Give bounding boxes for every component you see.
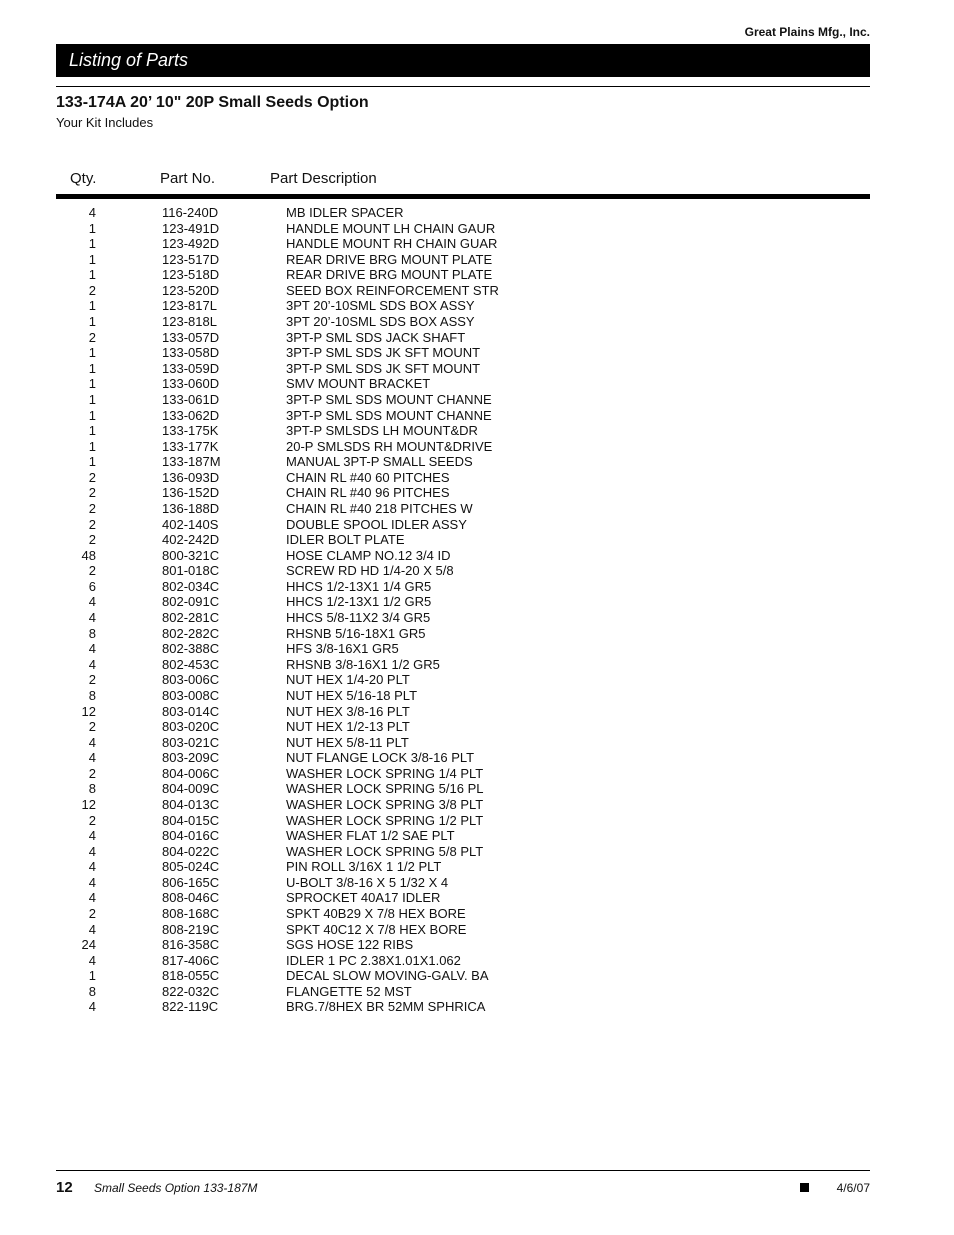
part-qty: 2 bbox=[88, 812, 96, 828]
part-number: 123-817L bbox=[162, 298, 217, 314]
table-row bbox=[56, 361, 870, 377]
part-description: HOSE CLAMP NO.12 3/4 ID bbox=[286, 547, 451, 563]
table-row bbox=[56, 704, 870, 720]
part-qty: 1 bbox=[88, 438, 96, 454]
part-description: WASHER LOCK SPRING 1/2 PLT bbox=[286, 812, 484, 828]
part-number: 136-188D bbox=[162, 500, 220, 516]
table-row bbox=[56, 781, 870, 797]
part-number: 803-008C bbox=[162, 687, 220, 703]
part-description: SPKT 40C12 X 7/8 HEX BORE bbox=[286, 921, 467, 937]
part-qty: 4 bbox=[88, 843, 96, 859]
part-description: 3PT-P SML SDS JACK SHAFT bbox=[286, 329, 466, 345]
table-row bbox=[56, 719, 870, 735]
part-description: PIN ROLL 3/16X 1 1/2 PLT bbox=[286, 859, 442, 875]
table-row bbox=[56, 968, 870, 984]
part-description: NUT HEX 1/2-13 PLT bbox=[286, 719, 410, 735]
part-description: IDLER 1 PC 2.38X1.01X1.062 bbox=[286, 952, 461, 968]
part-qty: 2 bbox=[88, 469, 96, 485]
table-row bbox=[56, 283, 870, 299]
part-number: 133-177K bbox=[162, 438, 219, 454]
part-number: 402-242D bbox=[162, 532, 220, 548]
table-row bbox=[56, 205, 870, 221]
part-description: CHAIN RL #40 96 PITCHES bbox=[286, 485, 450, 501]
part-description: 3PT-P SML SDS JK SFT MOUNT bbox=[286, 360, 481, 376]
part-number: 802-034C bbox=[162, 578, 220, 594]
part-description: 3PT 20’-10SML SDS BOX ASSY bbox=[286, 298, 475, 314]
part-number: 804-022C bbox=[162, 843, 220, 859]
footer-date: 4/6/07 bbox=[836, 1181, 870, 1195]
kit-subtitle: Your Kit Includes bbox=[56, 115, 154, 130]
part-description: 20-P SMLSDS RH MOUNT&DRIVE bbox=[286, 438, 493, 454]
part-number: 808-219C bbox=[162, 921, 220, 937]
part-description: MB IDLER SPACER bbox=[286, 205, 404, 220]
part-number: 803-014C bbox=[162, 703, 220, 719]
part-description: SEED BOX REINFORCEMENT STR bbox=[286, 282, 499, 298]
part-number: 133-057D bbox=[162, 329, 220, 345]
part-qty: 1 bbox=[88, 391, 96, 407]
part-number: 123-818L bbox=[162, 314, 217, 330]
table-row bbox=[56, 594, 870, 610]
part-number: 133-058D bbox=[162, 345, 220, 361]
part-qty: 1 bbox=[88, 251, 96, 267]
part-qty: 4 bbox=[88, 952, 96, 968]
column-header-qty: Qty. bbox=[70, 170, 97, 187]
part-qty: 48 bbox=[81, 547, 96, 563]
table-row bbox=[56, 828, 870, 844]
part-number: 133-175K bbox=[162, 423, 219, 439]
part-description: REAR DRIVE BRG MOUNT PLATE bbox=[286, 267, 493, 283]
part-description: 3PT-P SML SDS JK SFT MOUNT bbox=[286, 345, 481, 361]
part-number: 802-281C bbox=[162, 610, 220, 626]
part-qty: 4 bbox=[88, 828, 96, 844]
part-number: 133-062D bbox=[162, 407, 220, 423]
part-qty: 1 bbox=[88, 220, 96, 236]
part-number: 133-060D bbox=[162, 376, 220, 392]
part-qty: 4 bbox=[88, 890, 96, 906]
part-description: IDLER BOLT PLATE bbox=[286, 532, 405, 548]
part-qty: 1 bbox=[88, 298, 96, 314]
part-number: 402-140S bbox=[162, 516, 219, 532]
part-description: REAR DRIVE BRG MOUNT PLATE bbox=[286, 251, 493, 267]
header-divider bbox=[56, 86, 870, 87]
part-number: 822-032C bbox=[162, 983, 220, 999]
part-description: WASHER LOCK SPRING 5/8 PLT bbox=[286, 843, 484, 859]
table-row bbox=[56, 657, 870, 673]
part-number: 133-059D bbox=[162, 360, 220, 376]
part-number: 803-209C bbox=[162, 750, 220, 766]
part-description: DOUBLE SPOOL IDLER ASSY bbox=[286, 516, 467, 532]
part-qty: 4 bbox=[88, 641, 96, 657]
table-row bbox=[56, 626, 870, 642]
part-qty: 4 bbox=[88, 734, 96, 750]
section-banner bbox=[56, 44, 870, 77]
part-number: 803-006C bbox=[162, 672, 220, 688]
part-qty: 4 bbox=[88, 610, 96, 626]
part-number: 801-018C bbox=[162, 563, 220, 579]
part-description: NUT FLANGE LOCK 3/8-16 PLT bbox=[286, 750, 475, 766]
part-description: 3PT-P SML SDS MOUNT CHANNE bbox=[286, 391, 492, 407]
part-number: 802-453C bbox=[162, 656, 220, 672]
part-description: DECAL SLOW MOVING-GALV. BA bbox=[286, 968, 489, 984]
table-row bbox=[56, 236, 870, 252]
part-qty: 2 bbox=[88, 672, 96, 688]
section-banner-title: Listing of Parts bbox=[69, 50, 189, 70]
part-qty: 4 bbox=[88, 656, 96, 672]
part-qty: 8 bbox=[88, 983, 96, 999]
part-number: 136-093D bbox=[162, 469, 220, 485]
table-row bbox=[56, 735, 870, 751]
table-row bbox=[56, 267, 870, 283]
table-row bbox=[56, 345, 870, 361]
part-qty: 12 bbox=[81, 796, 96, 812]
part-number: 800-321C bbox=[162, 547, 220, 563]
parts-table bbox=[56, 205, 870, 1015]
part-qty: 4 bbox=[88, 874, 96, 890]
part-qty: 24 bbox=[81, 937, 96, 953]
table-row bbox=[56, 859, 870, 875]
part-qty: 1 bbox=[88, 968, 96, 984]
part-number: 804-016C bbox=[162, 828, 220, 844]
part-qty: 4 bbox=[88, 594, 96, 610]
part-qty: 2 bbox=[88, 532, 96, 548]
part-description: WASHER LOCK SPRING 1/4 PLT bbox=[286, 765, 484, 781]
table-row bbox=[56, 906, 870, 922]
part-number: 804-009C bbox=[162, 781, 220, 797]
table-row bbox=[56, 672, 870, 688]
part-qty: 1 bbox=[88, 454, 96, 470]
part-qty: 2 bbox=[88, 765, 96, 781]
part-description: SCREW RD HD 1/4-20 X 5/8 bbox=[286, 563, 454, 579]
part-description: SGS HOSE 122 RIBS bbox=[286, 937, 414, 953]
table-row bbox=[56, 252, 870, 268]
part-description: U-BOLT 3/8-16 X 5 1/32 X 4 bbox=[286, 874, 449, 890]
part-qty: 1 bbox=[88, 314, 96, 330]
part-number: 805-024C bbox=[162, 859, 220, 875]
part-description: RHSNB 5/16-18X1 GR5 bbox=[286, 625, 426, 641]
part-description: NUT HEX 3/8-16 PLT bbox=[286, 703, 410, 719]
part-qty: 1 bbox=[88, 236, 96, 252]
part-qty: 8 bbox=[88, 781, 96, 797]
footer-doc-title: Small Seeds Option 133-187M bbox=[94, 1181, 258, 1195]
part-description: NUT HEX 5/8-11 PLT bbox=[286, 734, 409, 750]
part-number: 802-091C bbox=[162, 594, 220, 610]
part-number: 123-492D bbox=[162, 236, 220, 252]
table-row bbox=[56, 984, 870, 1000]
part-description: SPROCKET 40A17 IDLER bbox=[286, 890, 441, 906]
part-qty: 1 bbox=[88, 407, 96, 423]
part-description: WASHER LOCK SPRING 5/16 PL bbox=[286, 781, 484, 797]
table-row bbox=[56, 408, 870, 424]
part-description: 3PT 20’-10SML SDS BOX ASSY bbox=[286, 314, 475, 330]
part-description: 3PT-P SML SDS MOUNT CHANNE bbox=[286, 407, 492, 423]
part-number: 802-388C bbox=[162, 641, 220, 657]
table-row bbox=[56, 813, 870, 829]
part-description: FLANGETTE 52 MST bbox=[286, 983, 412, 999]
table-row bbox=[56, 470, 870, 486]
part-number: 803-021C bbox=[162, 734, 220, 750]
part-qty: 2 bbox=[88, 485, 96, 501]
table-row bbox=[56, 501, 870, 517]
part-description: CHAIN RL #40 60 PITCHES bbox=[286, 469, 450, 485]
table-row bbox=[56, 517, 870, 533]
table-row bbox=[56, 423, 870, 439]
page-number: 12 bbox=[56, 1179, 73, 1196]
part-description: BRG.7/8HEX BR 52MM SPHRICA bbox=[286, 999, 486, 1015]
part-qty: 1 bbox=[88, 267, 96, 283]
part-number: 816-358C bbox=[162, 937, 220, 953]
column-header-part-no: Part No. bbox=[160, 170, 216, 187]
table-row bbox=[56, 999, 870, 1015]
part-number: 808-168C bbox=[162, 906, 220, 922]
part-number: 804-006C bbox=[162, 765, 220, 781]
part-description: SMV MOUNT BRACKET bbox=[286, 376, 431, 392]
table-row bbox=[56, 875, 870, 891]
part-number: 817-406C bbox=[162, 952, 220, 968]
table-row bbox=[56, 922, 870, 938]
kit-title: 133-174A 20’ 10" 20P Small Seeds Option bbox=[56, 94, 369, 111]
part-description: WASHER FLAT 1/2 SAE PLT bbox=[286, 828, 455, 844]
part-description: MANUAL 3PT-P SMALL SEEDS bbox=[286, 454, 473, 470]
table-header-rule bbox=[56, 194, 870, 199]
part-number: 116-240D bbox=[162, 205, 219, 220]
table-row bbox=[56, 953, 870, 969]
part-number: 133-061D bbox=[162, 391, 220, 407]
table-row bbox=[56, 439, 870, 455]
table-row bbox=[56, 548, 870, 564]
part-description: HANDLE MOUNT LH CHAIN GAUR bbox=[286, 220, 496, 236]
part-qty: 1 bbox=[88, 423, 96, 439]
table-row bbox=[56, 610, 870, 626]
table-row bbox=[56, 454, 870, 470]
part-qty: 2 bbox=[88, 719, 96, 735]
part-number: 804-015C bbox=[162, 812, 220, 828]
part-qty: 2 bbox=[88, 329, 96, 345]
part-description: NUT HEX 1/4-20 PLT bbox=[286, 672, 410, 688]
table-row bbox=[56, 392, 870, 408]
part-number: 806-165C bbox=[162, 874, 220, 890]
part-number: 136-152D bbox=[162, 485, 220, 501]
footer-square-mark bbox=[800, 1183, 809, 1192]
table-row bbox=[56, 563, 870, 579]
part-description: 3PT-P SMLSDS LH MOUNT&DR bbox=[286, 423, 478, 439]
table-row bbox=[56, 844, 870, 860]
table-row bbox=[56, 766, 870, 782]
table-row bbox=[56, 314, 870, 330]
part-number: 123-518D bbox=[162, 267, 220, 283]
part-description: SPKT 40B29 X 7/8 HEX BORE bbox=[286, 906, 466, 922]
part-qty: 8 bbox=[88, 687, 96, 703]
table-row bbox=[56, 298, 870, 314]
part-number: 123-491D bbox=[162, 220, 220, 236]
part-description: HANDLE MOUNT RH CHAIN GUAR bbox=[286, 236, 498, 252]
part-number: 803-020C bbox=[162, 719, 220, 735]
table-row bbox=[56, 221, 870, 237]
footer-divider bbox=[56, 1170, 870, 1171]
part-number: 804-013C bbox=[162, 796, 220, 812]
part-number: 822-119C bbox=[162, 999, 219, 1015]
table-row bbox=[56, 485, 870, 501]
part-qty: 1 bbox=[88, 345, 96, 361]
part-qty: 2 bbox=[88, 516, 96, 532]
table-row bbox=[56, 376, 870, 392]
part-qty: 1 bbox=[88, 376, 96, 392]
part-number: 123-520D bbox=[162, 282, 220, 298]
part-description: HFS 3/8-16X1 GR5 bbox=[286, 641, 399, 657]
table-row bbox=[56, 532, 870, 548]
table-row bbox=[56, 641, 870, 657]
column-header-description: Part Description bbox=[270, 170, 377, 187]
part-description: CHAIN RL #40 218 PITCHES W bbox=[286, 500, 473, 516]
part-description: RHSNB 3/8-16X1 1/2 GR5 bbox=[286, 656, 440, 672]
part-qty: 12 bbox=[81, 703, 96, 719]
part-description: HHCS 1/2-13X1 1/4 GR5 bbox=[286, 578, 432, 594]
part-qty: 4 bbox=[88, 205, 96, 220]
part-qty: 8 bbox=[88, 625, 96, 641]
part-qty: 4 bbox=[88, 750, 96, 766]
part-qty: 6 bbox=[88, 578, 96, 594]
part-qty: 2 bbox=[88, 563, 96, 579]
part-number: 133-187M bbox=[162, 454, 221, 470]
part-number: 123-517D bbox=[162, 251, 220, 267]
part-description: HHCS 1/2-13X1 1/2 GR5 bbox=[286, 594, 432, 610]
part-qty: 4 bbox=[88, 859, 96, 875]
part-description: NUT HEX 5/16-18 PLT bbox=[286, 687, 418, 703]
part-description: WASHER LOCK SPRING 3/8 PLT bbox=[286, 796, 484, 812]
part-description: HHCS 5/8-11X2 3/4 GR5 bbox=[286, 610, 431, 626]
part-number: 802-282C bbox=[162, 625, 220, 641]
table-row bbox=[56, 937, 870, 953]
table-row bbox=[56, 579, 870, 595]
part-qty: 4 bbox=[88, 999, 96, 1015]
part-qty: 1 bbox=[88, 360, 96, 376]
company-name: Great Plains Mfg., Inc. bbox=[744, 25, 870, 39]
part-number: 808-046C bbox=[162, 890, 220, 906]
part-qty: 4 bbox=[88, 921, 96, 937]
part-number: 818-055C bbox=[162, 968, 220, 984]
part-qty: 2 bbox=[88, 906, 96, 922]
part-qty: 2 bbox=[88, 500, 96, 516]
table-row bbox=[56, 890, 870, 906]
part-qty: 2 bbox=[88, 282, 96, 298]
table-row bbox=[56, 688, 870, 704]
table-row bbox=[56, 750, 870, 766]
table-row bbox=[56, 797, 870, 813]
table-row bbox=[56, 330, 870, 346]
